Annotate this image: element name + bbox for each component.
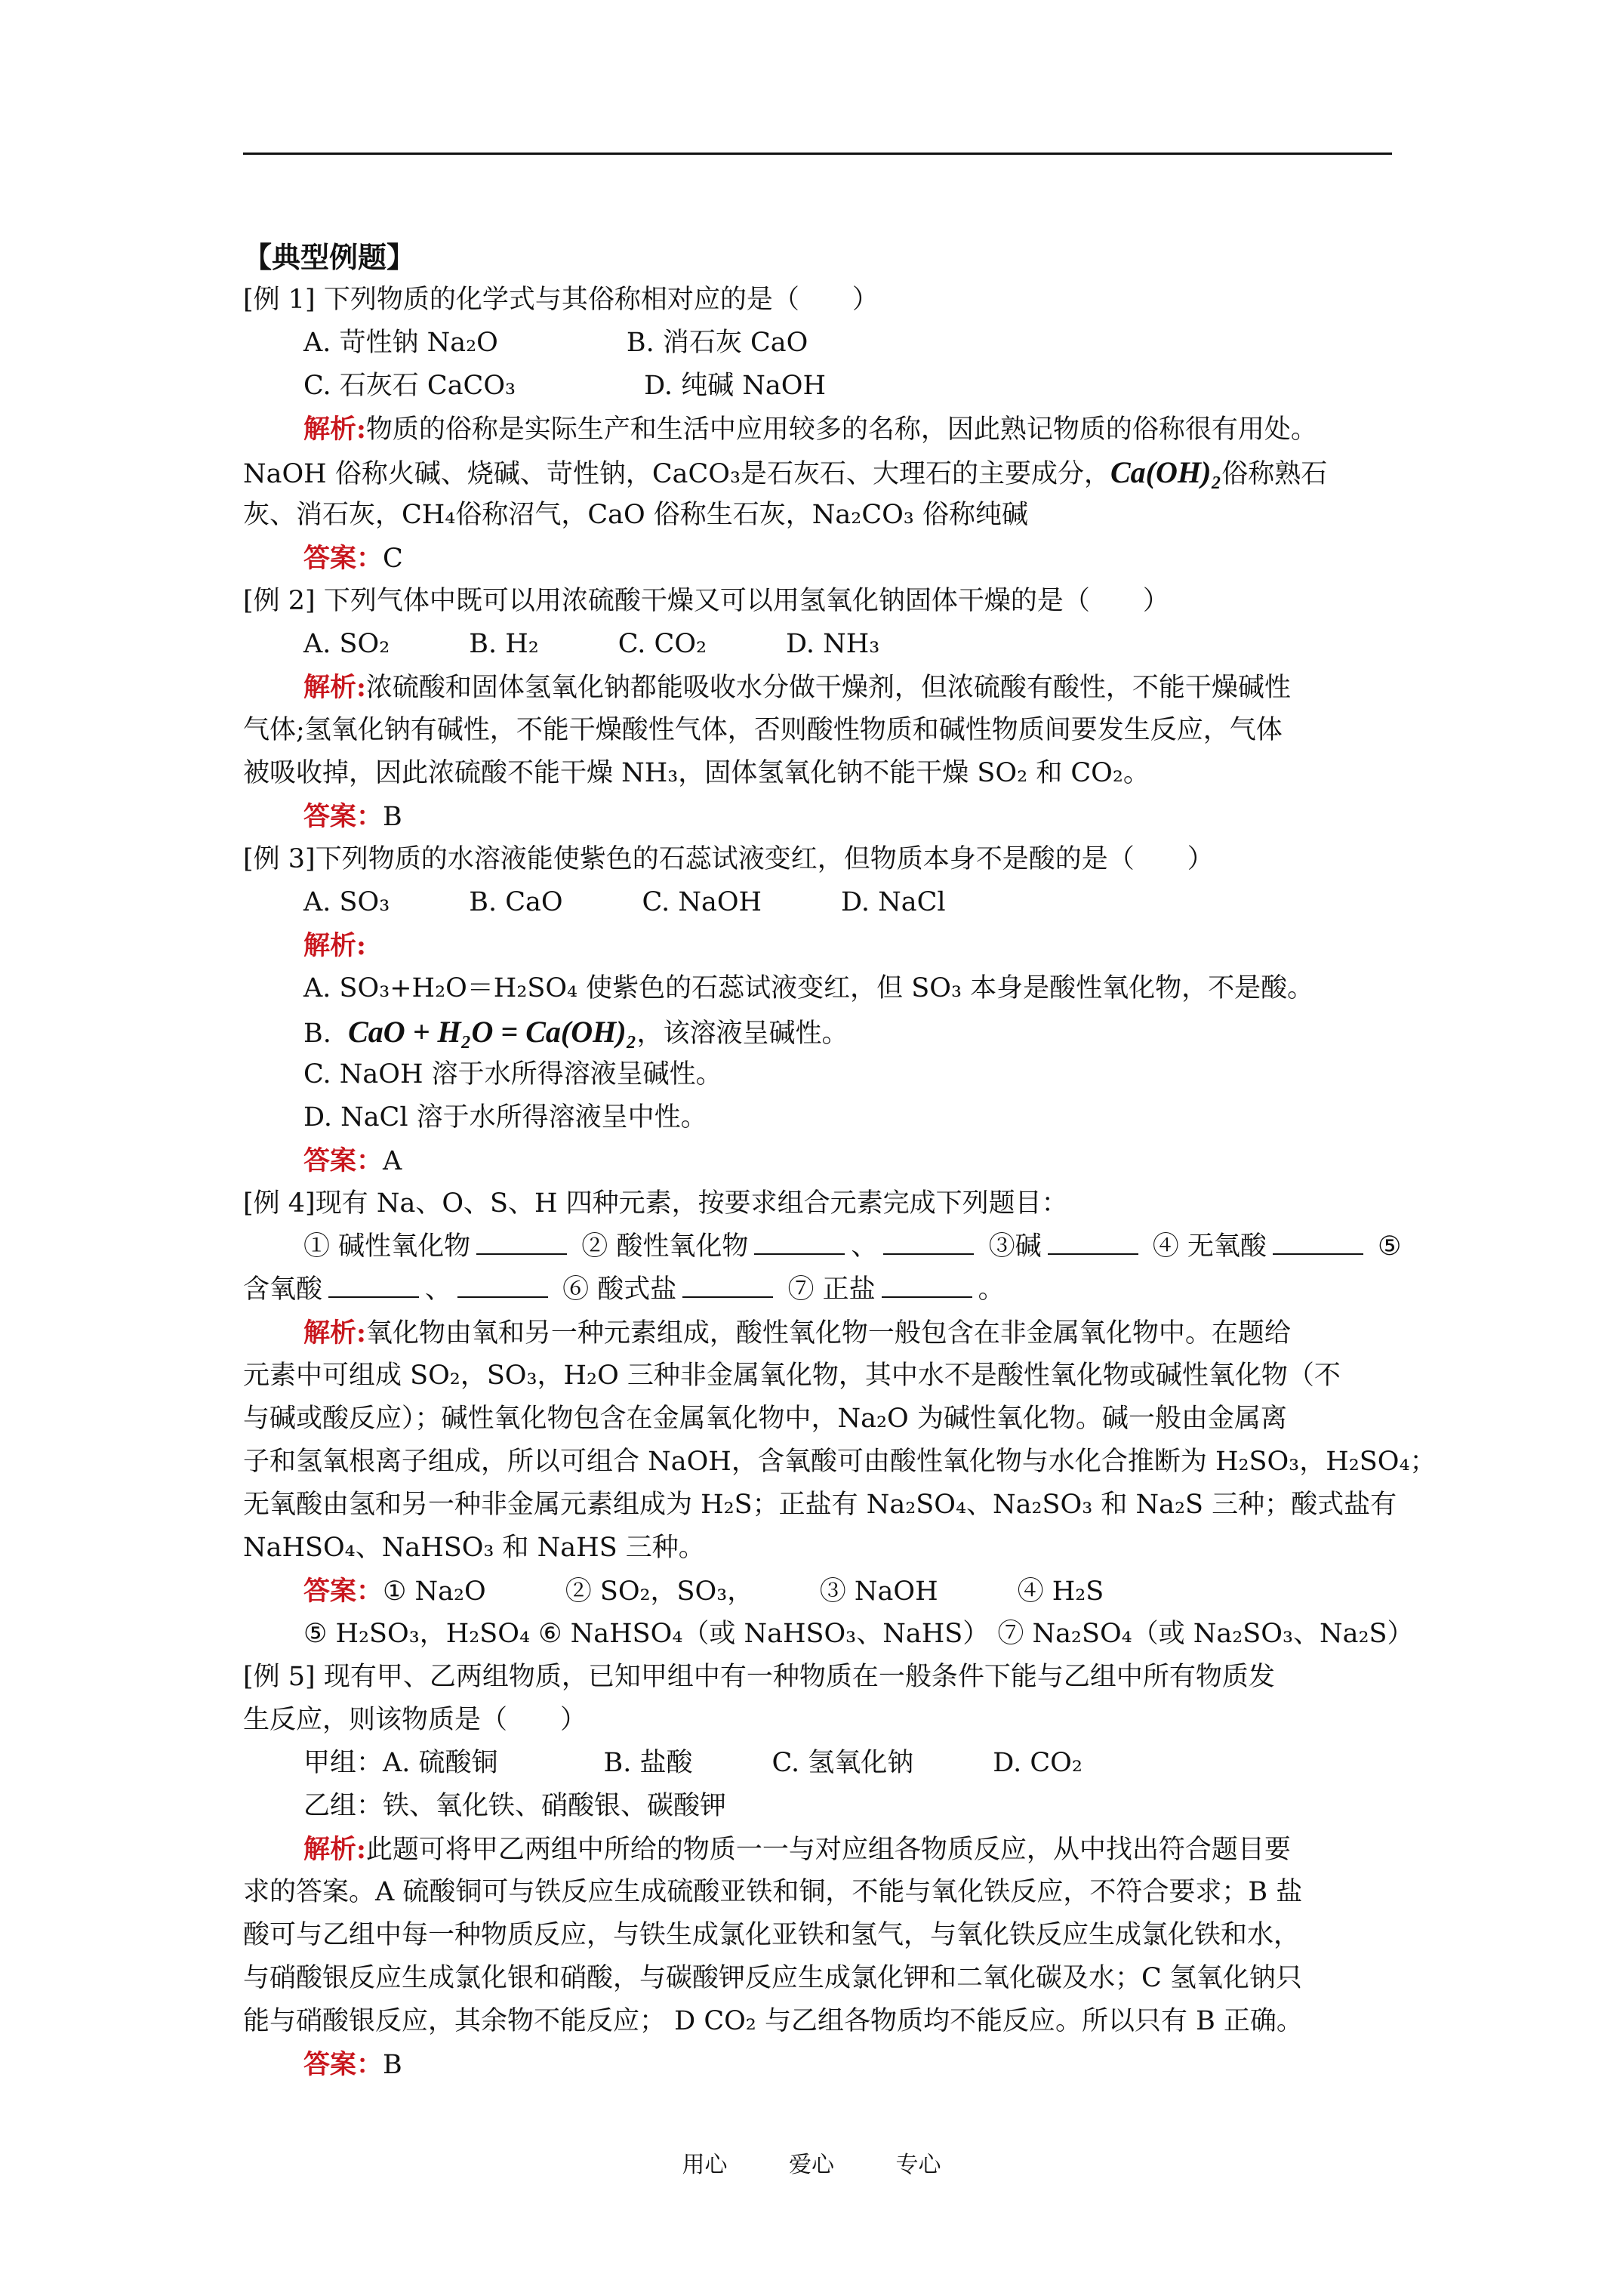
ex3-question: [例 3]下列物质的水溶液能使紫色的石蕊试液变红，但物质本身不是酸的是（ ） xyxy=(243,844,1214,874)
blank xyxy=(457,1271,548,1298)
ex1-formula: Ca(OH)₂ xyxy=(1110,455,1222,489)
ex5-group-2: 乙组：铁、氧化铁、硝酸银、碳酸钾 xyxy=(303,1791,727,1821)
ex3-line-c: C. NaOH 溶于水所得溶液呈碱性。 xyxy=(303,1059,722,1089)
analysis-label: 解析: xyxy=(303,414,366,445)
ex2-options: A. SO₂ B. H₂ C. CO₂ D. NH₃ xyxy=(303,629,880,659)
analysis-label: 解析: xyxy=(303,1318,366,1348)
ex5-analysis-5: 能与硝酸银反应，其余物不能反应； D CO₂ 与乙组各物质均不能反应。所以只有 B 正确。 xyxy=(243,2006,1303,2036)
ex5-analysis-2: 求的答案。A 硫酸铜可与铁反应生成硫酸亚铁和铜，不能与氧化铁反应，不符合要求；B 盐 xyxy=(243,1877,1303,1907)
ex3-line-d: D. NaCl 溶于水所得溶液呈中性。 xyxy=(303,1102,707,1133)
ex4-analysis-3: 与碱或酸反应）；碱性氧化物包含在金属氧化物中，Na₂O 为碱性氧化物。碱一般由金属离 xyxy=(243,1404,1287,1434)
ex4-analysis-5: 无氧酸由氢和另一种非金属元素组成为 H₂S；正盐有 Na₂SO₄、Na₂SO₃ 和 Na₂S 三种；酸式盐有 xyxy=(243,1490,1397,1520)
ex3-analysis-label-line xyxy=(243,924,1392,967)
analysis-label: 解析: xyxy=(303,930,366,961)
content xyxy=(243,236,1437,2086)
ex5-question-2: 生反应，则该物质是（ ） xyxy=(243,1705,587,1735)
ex5-group-1: 甲组：A. 硫酸铜 B. 盐酸 C. 氢氧化钠 D. CO₂ xyxy=(303,1748,1083,1778)
blank xyxy=(754,1228,845,1255)
ex2-question: [例 2] 下列气体中既可以用浓硫酸干燥又可以用氢氧化钠固体干燥的是（ ） xyxy=(243,586,1169,616)
ex3-answer: 答案：A xyxy=(303,1145,402,1176)
ex4-question: [例 4]现有 Na、O、S、H 四种元素，按要求组合元素完成下列题目： xyxy=(243,1188,1068,1219)
blank xyxy=(682,1271,773,1298)
ex1-analysis-1: 解析:物质的俗称是实际生产和生活中应用较多的名称，因此熟记物质的俗称很有用处。 xyxy=(303,414,1317,445)
ex2-analysis-2: 气体;氢氧化钠有碱性，不能干燥酸性气体，否则酸性物质和碱性物质间要发生反应，气体 xyxy=(243,715,1283,745)
footer-text-2: 爱心 xyxy=(789,2152,834,2178)
ex1-answer: 答案：C xyxy=(303,543,403,574)
ex4-answer-1: 答案：① Na₂O ② SO₂，SO₃， ③ NaOH ④ H₂S xyxy=(303,1576,1104,1607)
blank xyxy=(328,1271,419,1298)
ex5-analysis-1: 解析:此题可将甲乙两组中所给的物质一一与对应组各物质反应，从中找出符合题目要 xyxy=(303,1834,1291,1865)
ex4-analysis-2: 元素中可组成 SO₂，SO₃，H₂O 三种非金属氧化物，其中水不是酸性氧化物或碱性氧化物（不 xyxy=(243,1361,1341,1391)
blank xyxy=(1048,1228,1138,1255)
answer-label: 答案： xyxy=(303,1576,383,1607)
ex1-question: [例 1] 下列物质的化学式与其俗称相对应的是（ ） xyxy=(243,285,879,315)
blank xyxy=(882,1271,972,1298)
blank xyxy=(1273,1228,1363,1255)
ex3-options: A. SO₃ B. CaO C. NaOH D. NaCl xyxy=(303,887,946,917)
ex1-option-a: A. 苛性钠 Na₂O xyxy=(303,328,498,358)
ex1-options-ab xyxy=(243,322,1392,365)
ex5-analysis-3: 酸可与乙组中每一种物质反应，与铁生成氯化亚铁和氢气，与氧化铁反应生成氯化铁和水， xyxy=(243,1920,1301,1950)
ex4-analysis-1: 解析:氧化物由氧和另一种元素组成，酸性氧化物一般包含在非金属氧化物中。在题给 xyxy=(303,1318,1291,1348)
blank xyxy=(883,1228,974,1255)
ex2-analysis-1: 解析:浓硫酸和固体氢氧化钠都能吸收水分做干燥剂，但浓硫酸有酸性，不能干燥碱性 xyxy=(303,672,1291,703)
ex2-answer: 答案：B xyxy=(303,801,402,832)
ex4-analysis-4: 子和氢氧根离子组成，所以可组合 NaOH，含氧酸可由酸性氧化物与水化合推断为 H₂SO₃，H₂SO₄； xyxy=(243,1447,1437,1477)
ex1-analysis-3: 灰、消石灰，CH₄俗称沼气，CaO 俗称生石灰，Na₂CO₃ 俗称纯碱 xyxy=(243,500,1028,530)
ex1-options-cd xyxy=(243,365,1392,408)
ex3-formula: CaO + H₂O = Ca(OH)₂ xyxy=(348,1015,637,1049)
answer-label: 答案： xyxy=(303,801,383,832)
answer-label: 答案： xyxy=(303,2049,383,2080)
blank xyxy=(476,1228,567,1255)
answer-label: 答案： xyxy=(303,543,383,574)
section-title: 【典型例题】 xyxy=(243,240,416,274)
ex5-answer: 答案：B xyxy=(303,2049,402,2080)
answer-label: 答案： xyxy=(303,1145,383,1176)
ex3-line-b: B. CaO + H₂O = Ca(OH)₂，该溶液呈碱性。 xyxy=(303,1015,848,1049)
ex4-blanks-2: 含氧酸 、 ⑥ 酸式盐 ⑦ 正盐 。 xyxy=(243,1268,1392,1311)
ex5-analysis-4: 与硝酸银反应生成氯化银和硝酸，与碳酸钾反应生成氯化钾和二氧化碳及水；C 氢氧化钠只 xyxy=(243,1963,1302,1993)
ex5-question-1: [例 5] 现有甲、乙两组物质，已知甲组中有一种物质在一般条件下能与乙组中所有物质发 xyxy=(243,1662,1275,1692)
ex1-option-b: B. 消石灰 CaO xyxy=(626,328,808,358)
ex2-analysis-3: 被吸收掉，因此浓硫酸不能干燥 NH₃，固体氢氧化钠不能干燥 SO₂ 和 CO₂。 xyxy=(243,758,1150,788)
analysis-label: 解析: xyxy=(303,1834,366,1865)
header-rule xyxy=(243,153,1392,155)
footer-text-1: 用心 xyxy=(682,2152,728,2178)
analysis-label: 解析: xyxy=(303,672,366,703)
ex1-option-c: C. 石灰石 CaCO₃ xyxy=(303,371,516,401)
page-footer xyxy=(0,2146,1623,2179)
ex3-line-a: A. SO₃+H₂O＝H₂SO₄ 使紫色的石蕊试液变红，但 SO₃ 本身是酸性氧化物，不是酸。 xyxy=(303,973,1314,1003)
ex4-blanks-1: ① 碱性氧化物 ② 酸性氧化物 、 ③碱 ④ 无氧酸 ⑤ xyxy=(243,1225,1392,1268)
ex1-option-d: D. 纯碱 NaOH xyxy=(644,371,826,401)
footer-text-3: 专心 xyxy=(895,2152,941,2178)
ex1-analysis-2: NaOH 俗称火碱、烧碱、苛性钠，CaCO₃是石灰石、大理石的主要成分，Ca(OH)₂俗称熟石 xyxy=(243,455,1328,489)
ex4-answer-2: ⑤ H₂SO₃，H₂SO₄ ⑥ NaHSO₄（或 NaHSO₃、NaHS） ⑦ Na₂SO₄（或 Na₂SO₃、Na₂S） xyxy=(303,1619,1414,1649)
ex4-analysis-6: NaHSO₄、NaHSO₃ 和 NaHS 三种。 xyxy=(243,1533,705,1563)
